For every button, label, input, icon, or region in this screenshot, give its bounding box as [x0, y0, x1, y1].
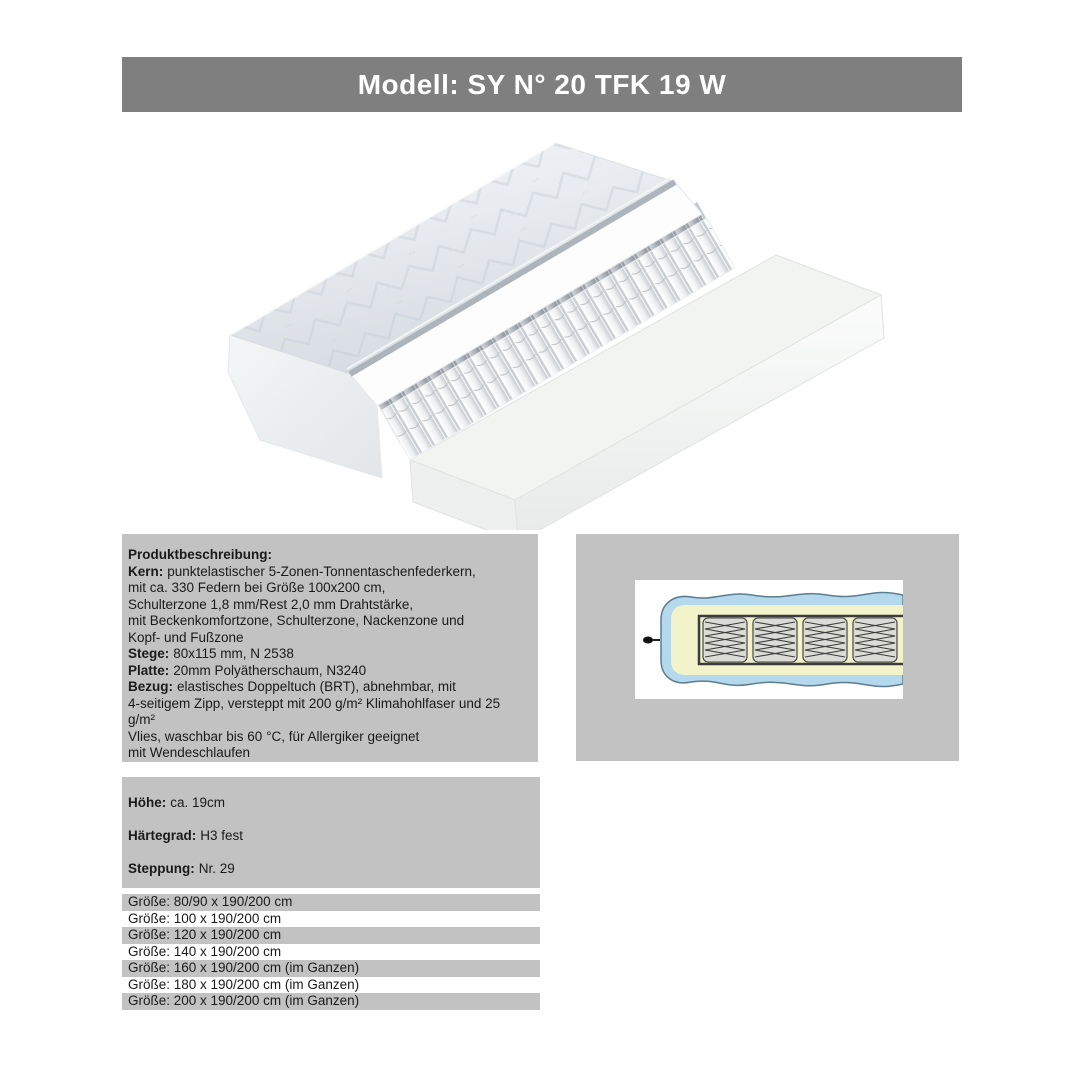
description-title: Produktbeschreibung: [128, 547, 273, 562]
description-line: Vlies, waschbar bis 60 °C, für Allergiker geeignet [128, 728, 420, 744]
spec-value: H3 fest [200, 828, 244, 843]
description-line: 4-seitigem Zipp, versteppt mit 200 g/m² Klimahohlfaser und 25 g/m² [128, 695, 501, 727]
specs-box [122, 777, 540, 888]
description-box [122, 534, 538, 762]
spec-label: Steppung: [128, 861, 195, 876]
spec-value: ca. 19cm [170, 795, 226, 810]
size-row: Größe: 100 x 190/200 cm [122, 911, 540, 928]
product-photo [150, 110, 910, 530]
zipper-pull-icon [643, 637, 660, 644]
size-row: Größe: 180 x 190/200 cm (im Ganzen) [122, 977, 540, 994]
description-line: mit Beckenkomfortzone, Schulterzone, Nackenzone und [128, 613, 465, 628]
title-bar [122, 57, 962, 112]
description-line: Bezug: elastisches Doppeltuch (BRT), abnehmbar, mit [128, 679, 456, 694]
cross-section-box [576, 534, 959, 761]
description-line: Stege: 80x115 mm, N 2538 [128, 646, 294, 661]
spec-label: Höhe: [128, 795, 167, 810]
description-line: Platte: 20mm Polyätherschaum, N3240 [128, 662, 367, 678]
mattress-photo [150, 110, 910, 530]
size-row: Größe: 140 x 190/200 cm [122, 944, 540, 961]
spec-row [128, 795, 532, 812]
description-line: Kopf- und Fußzone [128, 629, 244, 645]
spec-row [128, 861, 532, 878]
size-list [122, 894, 540, 1010]
mattress-cross-section-diagram [635, 580, 903, 699]
description-line: mit Wendeschlaufen [128, 745, 251, 760]
size-row: Größe: 120 x 190/200 cm [122, 927, 540, 944]
spec-value: Nr. 29 [198, 861, 235, 876]
description-line: Kern: punktelastischer 5-Zonen-Tonnentaschenfederkern, [128, 563, 476, 579]
spec-row [128, 828, 532, 845]
spec-label: Härtegrad: [128, 828, 197, 843]
description-line: Schulterzone 1,8 mm/Rest 2,0 mm Drahtstärke, [128, 596, 414, 612]
cross-section-panel [635, 580, 903, 699]
size-row: Größe: 200 x 190/200 cm (im Ganzen) [122, 993, 540, 1010]
size-row: Größe: 80/90 x 190/200 cm [122, 894, 540, 911]
page-title: Modell: SY N° 20 TFK 19 W [357, 68, 727, 100]
description-line: mit ca. 330 Federn bei Größe 100x200 cm, [128, 580, 386, 595]
size-row: Größe: 160 x 190/200 cm (im Ganzen) [122, 960, 540, 977]
